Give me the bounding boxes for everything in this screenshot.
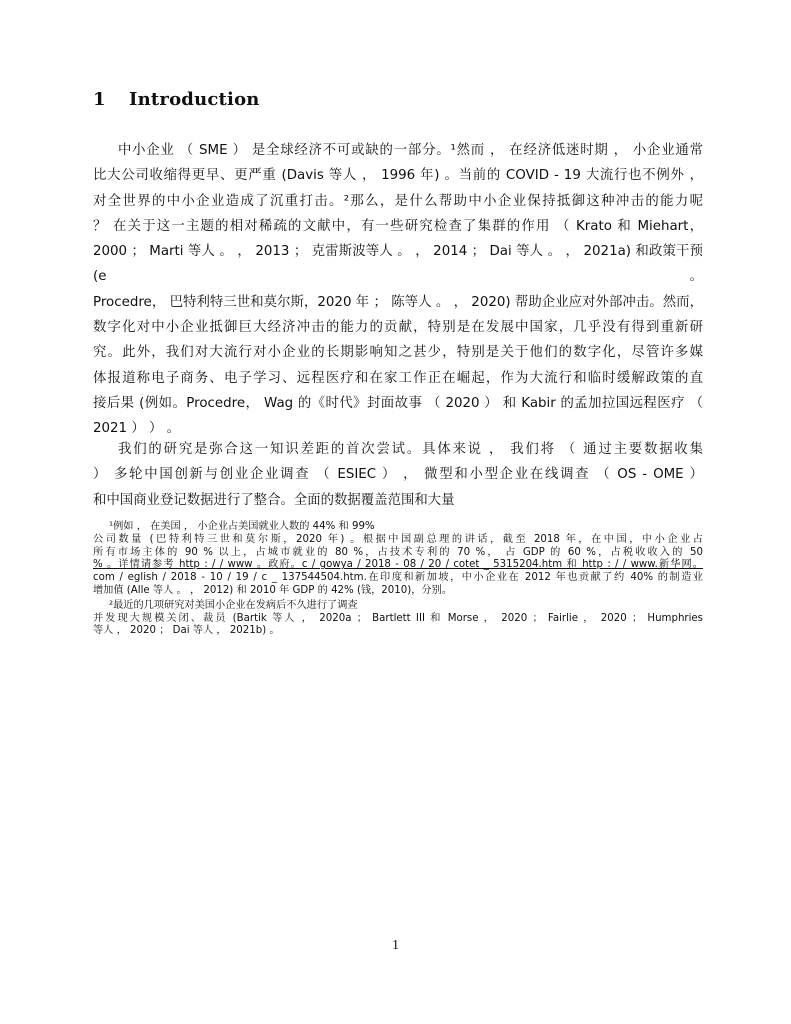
paragraph-line: 我们的研究是弥合这一知识差距的首次尝试。具体来说 ， 我们将 （ 通过主要数据收集 bbox=[118, 442, 703, 457]
introduction-paragraph-2 bbox=[93, 437, 703, 513]
paragraph-line: 究。此外，我们对大流行对小企业的长期影响知之甚少，特别是关于他们的数字化，尽管许多媒 bbox=[93, 345, 703, 361]
footnote-2-line: 并发现大规模关闭、裁员 (Bartik 等人 ， 2020a ； Bartlett III 和 Morse ， 2020 ； Fairlie ， 2020 ； Humphries bbox=[93, 612, 703, 624]
paragraph-line: 2021 ） ） 。 bbox=[93, 421, 181, 437]
paragraph-line: 和中国商业登记数据进行了整合。全面的数据覆盖范围和大量 bbox=[93, 492, 455, 508]
paragraph-line: ） 多轮中国创新与创业企业调查 （ ESIEC ） ， 微型和小型企业在线调查 （ OS - OME ） bbox=[93, 467, 703, 483]
paragraph-line: ？ 在关于这一主题的相对稀疏的文献中，有一些研究检查了集群的作用 （ Krato 和 Miehart， bbox=[93, 218, 703, 234]
footnote-1-line: 所有市场主体的 90 % 以上，占城市就业的 80 %，占技术专利的 70 %， 占 GDP 的 60 %，占税收收入的 50 bbox=[93, 546, 703, 558]
footnote-1-line: com / eglish / 2018 - 10 / 19 / c _ 137544504.htm.在印度和新加坡，中小企业在 2012 年也贡献了约 40% 的制造业 bbox=[93, 572, 703, 584]
footnote-2-line: ²最近的几项研究对美国小企业在发病后不久进行了调查 bbox=[109, 599, 358, 611]
footnote-1-line: ¹例如 ， 在美国 ， 小企业占美国就业人数的 44% 和 99% bbox=[109, 521, 375, 532]
footnote-1-line: 公司数量 (巴特利特三世和莫尔斯，2020 年) 。根据中国副总理的讲话，截至 2018 年，在中国，中小企业占 bbox=[93, 533, 703, 545]
section-heading bbox=[93, 89, 260, 110]
paragraph-line: 数字化对中小企业抵御巨大经济冲击的能力的贡献，特别是在发展中国家，几乎没有得到重新研 bbox=[93, 320, 703, 336]
footnote-2-line: 等人 ， 2020 ； Dai 等人 ， 2021b) 。 bbox=[93, 625, 280, 637]
paragraph-line: 比大公司收缩得更早、更严重 (Davis 等人 ， 1996 年) 。当前的 COVID - 19 大流行也不例外 ， bbox=[93, 168, 703, 184]
page-number: 1 bbox=[392, 938, 399, 953]
paragraph-line: 体报道称电子商务、电子学习、远程医疗和在家工作正在崛起，作为大流行和临时缓解政策的直 bbox=[93, 370, 703, 386]
paragraph-line: 中小企业 （ SME ） 是全球经济不可或缺的一部分。¹然而 ， 在经济低迷时期 ， 小企业通常 bbox=[118, 143, 703, 158]
footnote-1-line: 增加值 (Alle 等人 。 ， 2012) 和 2010 年 GDP 的 42% (钱，2010)，分别。 bbox=[93, 584, 452, 596]
section-title: Introduction bbox=[129, 89, 260, 110]
paragraph-line: Procedre， 巴特利特三世和莫尔斯，2020 年 ； 陈等人 。 ， 2020) 帮助企业应对外部冲击。然而， bbox=[93, 294, 703, 310]
paragraph-line: 2000 ； Marti 等人 。 ， 2013 ； 克雷斯波等人 。 ， 2014 ； Dai 等人 。 ， 2021a) 和政策干预 (e 。 bbox=[93, 244, 703, 285]
footnotes bbox=[93, 521, 703, 638]
introduction-paragraph-1 bbox=[93, 138, 703, 442]
paragraph-line: 对全世界的中小企业造成了沉重打击。²那么，是什么帮助中小企业保持抵御这种冲击的能力呢 bbox=[93, 193, 703, 209]
section-number: 1 bbox=[93, 89, 106, 110]
footnote-1-link-line[interactable]: % 。详情请参考 http : / / www 。政府。c / gowya / 2018 - 08 / 20 / cotet _ 5315204.htm 和 http : / / www.新华网。 bbox=[93, 559, 703, 571]
paragraph-line: 接后果 (例如。Procedre， Wag 的《时代》封面故事 （ 2020 ） 和 Kabir 的孟加拉国远程医疗 （ bbox=[93, 395, 703, 411]
